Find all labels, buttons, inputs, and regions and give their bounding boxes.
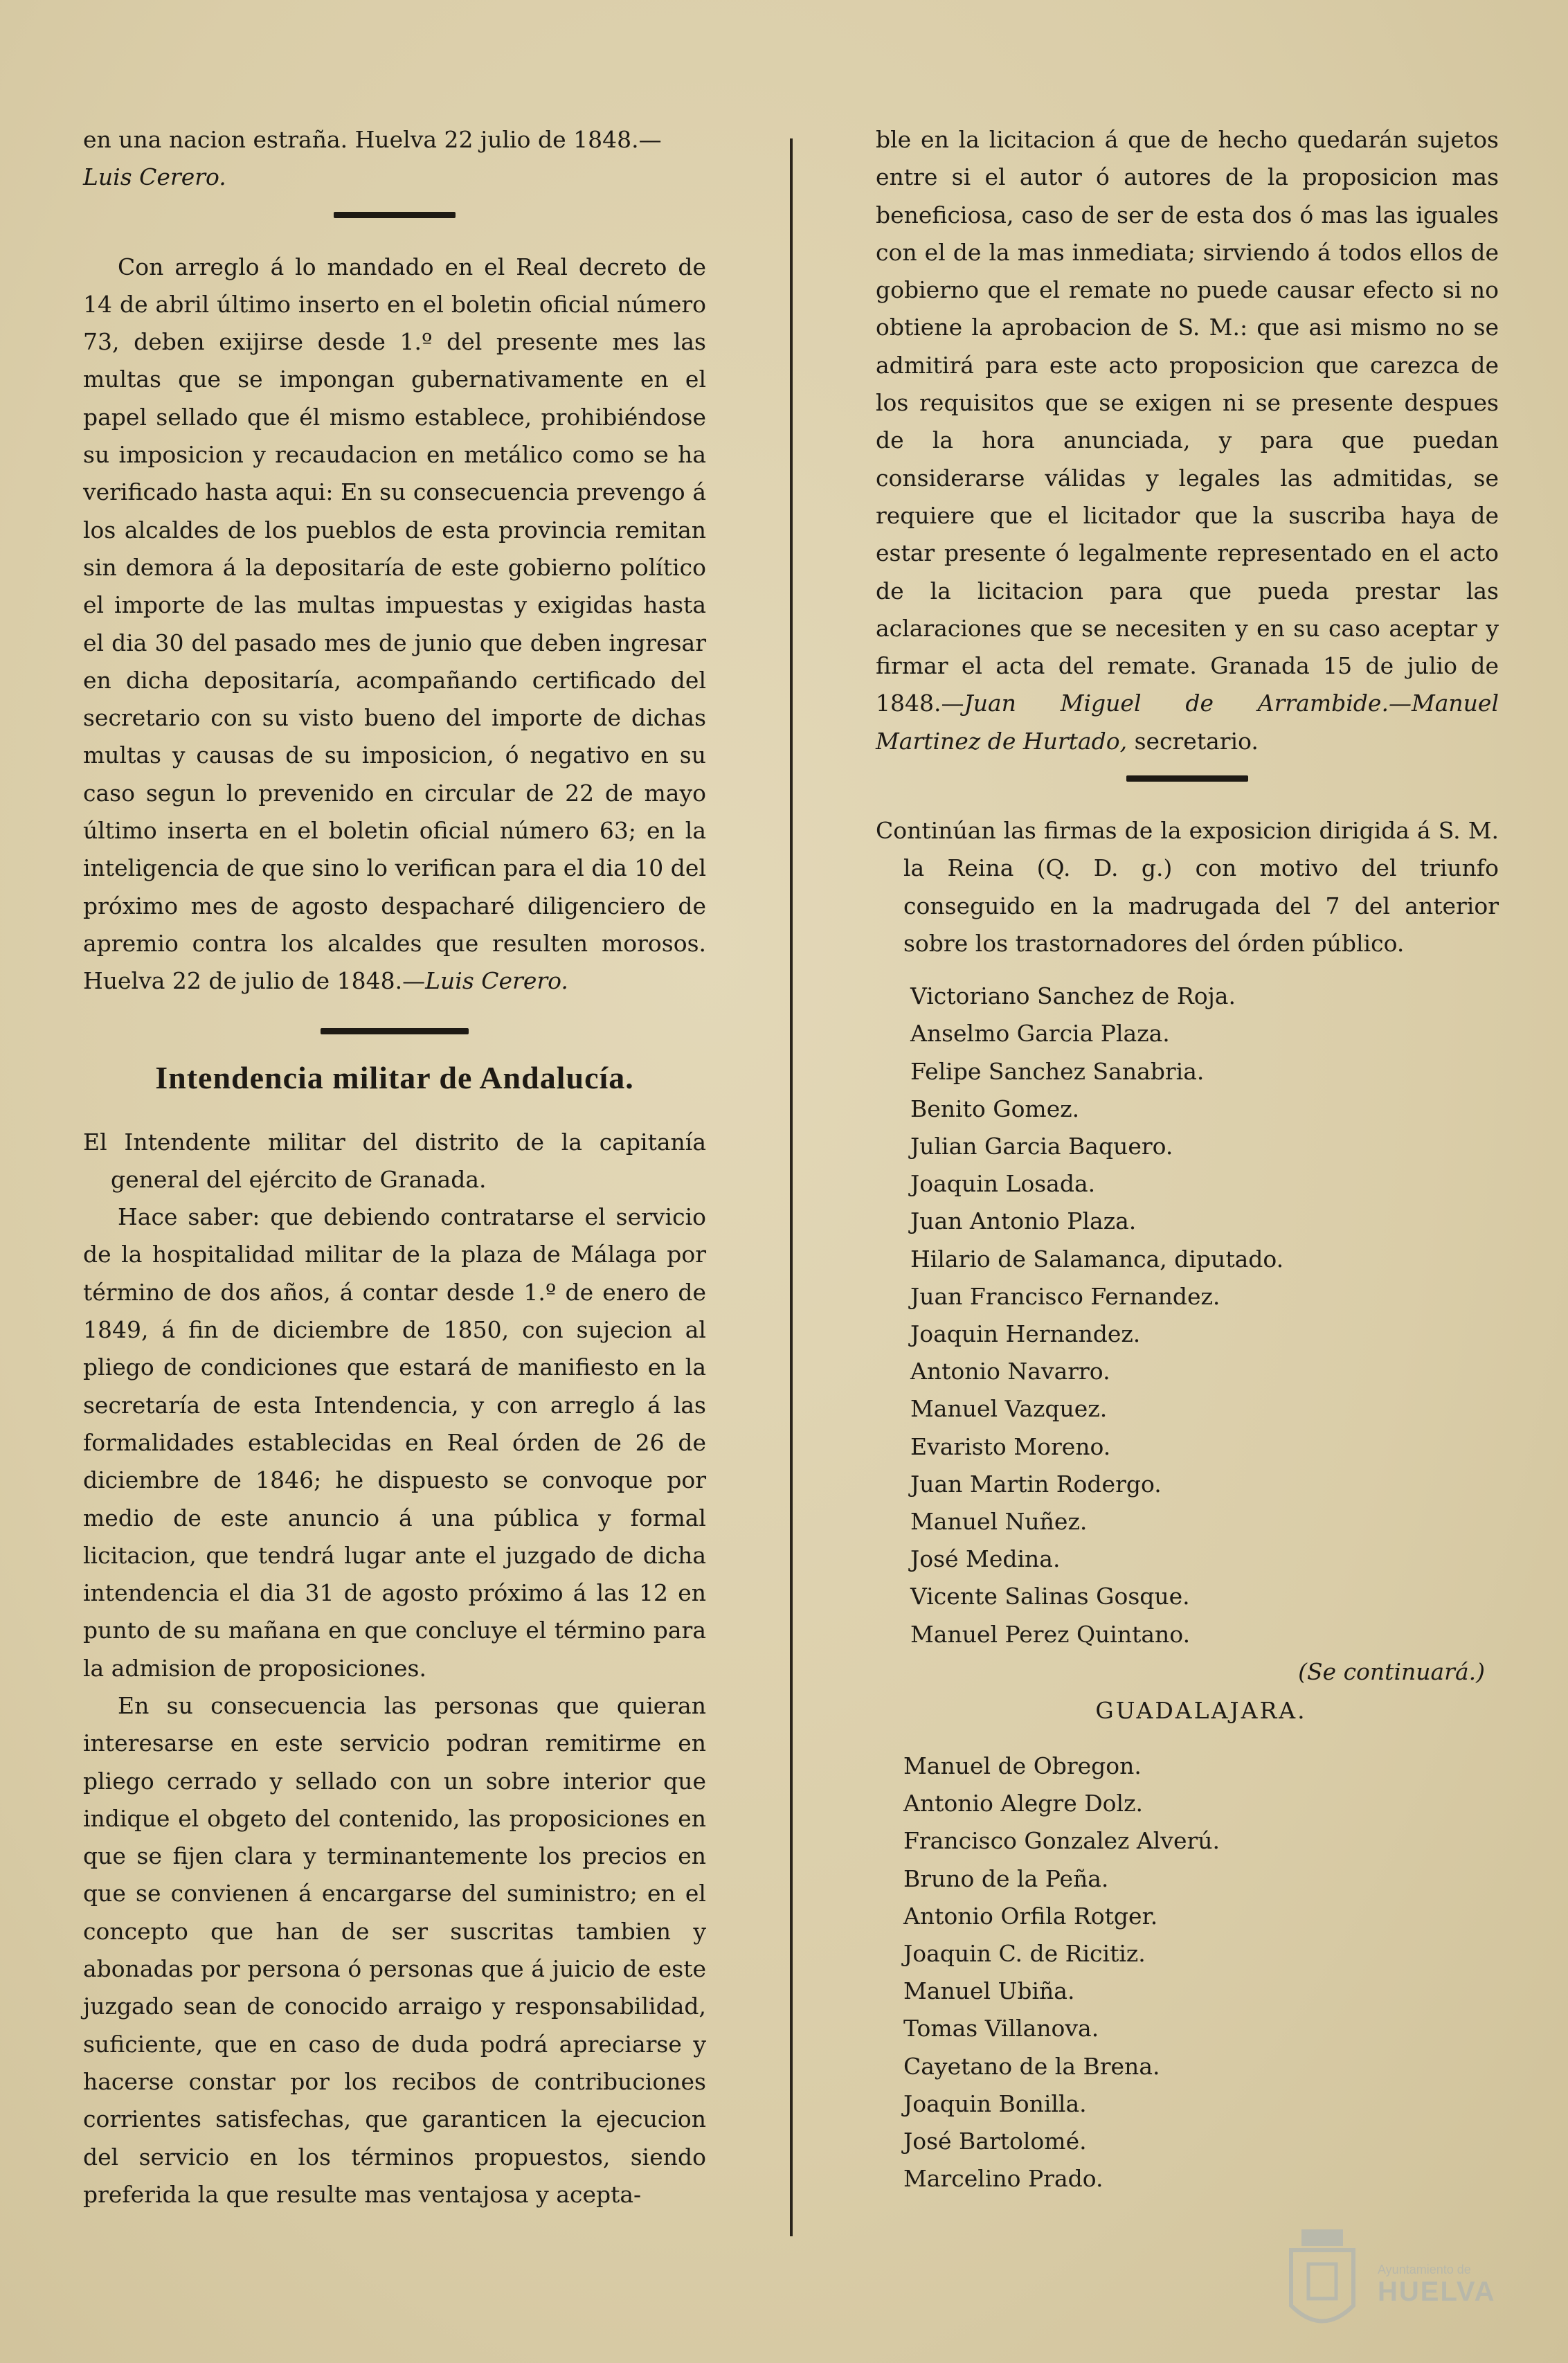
- section-separator: [334, 212, 456, 218]
- section-heading: Intendencia militar de Andalucía.: [155, 1059, 634, 1095]
- guadalajara-subheading: GUADALAJARA.: [1095, 1696, 1307, 1724]
- signature-name: José Bartolomé.: [903, 2127, 1087, 2155]
- ayuntamiento-huelva-watermark: [1281, 2222, 1509, 2347]
- watermark-line-2: HUELVA: [1378, 2276, 1496, 2307]
- signature-name: Bruno de la Peña.: [903, 1865, 1109, 1892]
- signature-name: Manuel Ubiña.: [903, 1977, 1075, 2005]
- signature-name: Juan Antonio Plaza.: [910, 1207, 1137, 1235]
- signature-name: Cayetano de la Brena.: [903, 2052, 1160, 2080]
- signature-name: Antonio Orfila Rotger.: [903, 1902, 1158, 1930]
- signature-name: Joaquin Losada.: [910, 1170, 1096, 1198]
- section-separator: [321, 1028, 469, 1034]
- signature-name: Joaquin C. de Ricitiz.: [903, 1939, 1146, 1967]
- decree-signature: Luis Cerero.: [425, 967, 568, 995]
- column-divider: [790, 138, 793, 2236]
- right-column: [876, 121, 1499, 2198]
- signature-name: Felipe Sanchez Sanabria.: [910, 1057, 1205, 1085]
- signature-name: Anselmo Garcia Plaza.: [910, 1020, 1170, 1048]
- watermark-line-1: Ayuntamiento de: [1378, 2263, 1471, 2276]
- signature-name: Antonio Navarro.: [910, 1358, 1110, 1385]
- signature-name: Victoriano Sanchez de Roja.: [910, 982, 1236, 1010]
- signature-name: Manuel Perez Quintano.: [910, 1620, 1191, 1648]
- signature-name: Joaquin Bonilla.: [903, 2090, 1087, 2117]
- signature-name: José Medina.: [910, 1545, 1061, 1573]
- continuation-signature: Juan Miguel de Arrambide.—Manuel Martinez de Hurtado,: [876, 690, 1499, 755]
- signature-name: Evaristo Moreno.: [910, 1432, 1111, 1460]
- signatures-list-1: [910, 978, 1499, 1653]
- signature-name: Marcelino Prado.: [903, 2165, 1103, 2193]
- signature-name: Joaquin Hernandez.: [910, 1320, 1141, 1348]
- left-column: [83, 121, 706, 2213]
- intro-paragraph: El Intendente militar del distrito de la capitanía general del ejército de Granada.: [83, 1128, 706, 1193]
- signature-name: Hilario de Salamanca, diputado.: [910, 1245, 1284, 1273]
- petition-paragraph: Continúan las firmas de la exposicion dirigida á S. M. la Reina (Q. D. g.) con motivo del triunfo conseguido en la madrugada del 7 del anterior sobre los trastornadores del órden público.: [876, 817, 1499, 957]
- signature-name: Julian Garcia Baquero.: [910, 1133, 1173, 1160]
- coat-of-arms-icon: [1281, 2222, 1364, 2340]
- continued-note: (Se continuará.): [1298, 1657, 1485, 1685]
- continuation-paragraph: ble en la licitacion á que de hecho quedarán sujetos entre si el autor ó autores de la proposicion mas beneficiosa, caso de ser de esta dos ó mas las iguales con el de la mas inmediata; sirviendo á todos ellos de gobierno que el remate no puede causar efecto si no obtiene la aprobacion de S. M.: que asi mismo no se admitirá para este acto proposicion que carezca de los requisitos que se exigen ni se presente despues de la hora anunciada, y para que puedan considerarse válidas y legales las admitidas, se requiere que el licitador que la suscriba haya de estar presente ó legalmente representado en el acto de la licitacion para que pueda prestar las aclaraciones que se necesiten y en su caso aceptar y firmar el acta del remate. Granada 15 de julio de 1848.—Juan Miguel de Arrambide.—Manuel Martinez de Hurtado, secretario.: [876, 126, 1499, 755]
- signature-name: Manuel Vazquez.: [910, 1395, 1108, 1423]
- top-fragment: en una nacion estraña. Huelva 22 julio de 1848.— Luis Cerero.: [83, 126, 662, 191]
- signature-name: Manuel Nuñez.: [910, 1508, 1088, 1536]
- signature-name: Francisco Gonzalez Alverú.: [903, 1827, 1220, 1855]
- decree-paragraph: Con arreglo á lo mandado en el Real decreto de 14 de abril último inserto en el boletin oficial número 73, deben exijirse desde 1.º del presente mes las multas que se impongan gubernativamente en el papel sellado que él mismo establece, prohibiéndose su imposicion y recaudacion en metálico como se ha verificado hasta aqui: En su consecuencia prevengo á los alcaldes de los pueblos de esta provincia remitan sin demora á la depositaría de este gobierno político el importe de las multas impuestas y exigidas hasta el dia 30 del pasado mes de junio que deben ingresar en dicha depositaría, acompañando certificado del secretario con su visto bueno del importe de dichas multas y causas de su imposicion, ó negativo en su caso segun lo prevenido en circular de 22 de mayo último inserta en el boletin oficial número 63; en la inteligencia de que sino lo verifican para el dia 10 del próximo mes de agosto despacharé diligenciero de apremio contra los alcaldes que resulten morosos. Huelva 22 de julio de 1848.—Luis Cerero.: [83, 253, 706, 995]
- signature-name: Antonio Alegre Dolz.: [903, 1790, 1143, 1817]
- signature-name: Juan Martin Rodergo.: [910, 1470, 1162, 1498]
- signatures-list-2: [903, 1747, 1499, 2198]
- signature-name: Tomas Villanova.: [903, 2015, 1099, 2042]
- signature-name: Juan Francisco Fernandez.: [910, 1282, 1220, 1310]
- signature-name: Vicente Salinas Gosque.: [910, 1583, 1190, 1610]
- signature-name: Manuel de Obregon.: [903, 1752, 1142, 1779]
- notice-paragraph-1: Hace saber: que debiendo contratarse el servicio de la hospitalidad militar de la plaza de Málaga por término de dos años, á contar desde 1.º de enero de 1849, á fin de diciembre de 1850, con sujecion al pliego de condiciones que estará de manifiesto en la secretaría de esta Intendencia, y con arreglo á las formalidades establecidas en Real órden de 26 de diciembre de 1846; he dispuesto se convoque por medio de este anuncio á una pública y formal licitacion, que tendrá lugar ante el juzgado de dicha intendencia el dia 31 de agosto próximo á las 12 en punto de su mañana en que concluye el término para la admision de proposiciones.: [83, 1203, 706, 1682]
- signature-name: Benito Gomez.: [910, 1095, 1080, 1122]
- top-signature: Luis Cerero.: [83, 163, 226, 191]
- section-separator: [1126, 775, 1248, 782]
- notice-paragraph-2: En su consecuencia las personas que quieran interesarse en este servicio podran remitirme en pliego cerrado y sellado con un sobre interior que indique el obgeto del contenido, las proposiciones en que se fijen clara y terminantemente los precios en que se convienen á encargarse del suministro; en el concepto que han de ser suscritas tambien y abonadas por persona ó personas que á juicio de este juzgado sean de conocido arraigo y responsabilidad, suficiente, que en caso de duda podrá apreciarse y hacerse constar por los recibos de contribuciones corrientes satisfechas, que garanticen la ejecucion del servicio en los términos propuestos, siendo preferida la que resulte mas ventajosa y acepta-: [83, 1691, 706, 2208]
